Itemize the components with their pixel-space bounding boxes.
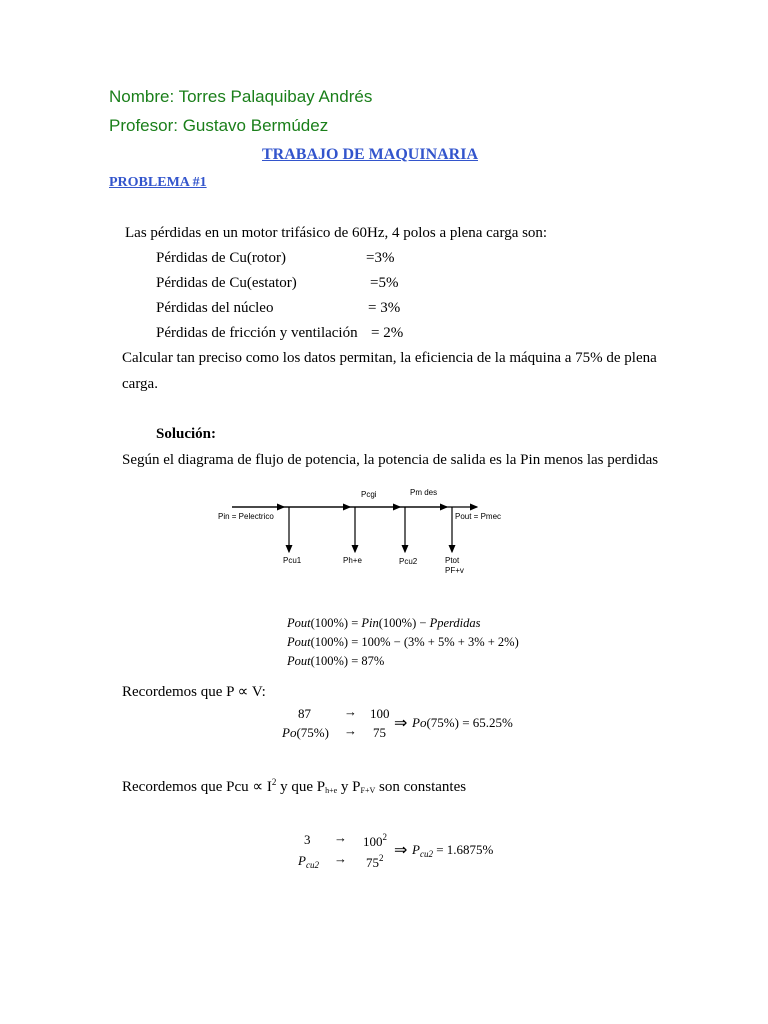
eq-term: Recordemos que Pcu ∝ I — [122, 779, 272, 795]
eq-term: 2 — [379, 853, 384, 863]
eq-term: (100%) = 100% − (3% + 5% + 3% + 2%) — [310, 635, 519, 649]
eq-term: y que P — [276, 779, 326, 795]
ptot-label: Ptot — [445, 556, 460, 565]
student-name: Nombre: Torres Palaquibay Andrés — [109, 87, 373, 106]
eq-term: 2 — [382, 832, 387, 842]
eq-term: (100%) − — [378, 616, 430, 630]
pfv-label: PF+v — [445, 566, 464, 575]
eq-term: Po — [282, 725, 297, 740]
prop2-value — [298, 853, 319, 870]
pin-label: Pin = Pelectrico — [218, 512, 274, 521]
question-line-2: carga. — [122, 376, 158, 392]
loss-value: =3% — [366, 250, 395, 266]
loss-value: =5% — [370, 275, 399, 291]
pmdes-label: Pm des — [410, 488, 438, 497]
prop1-result — [412, 715, 513, 731]
arrow-icon: → — [334, 830, 347, 845]
eq-term: 100 — [363, 834, 383, 849]
phe-label: Ph+e — [343, 556, 362, 565]
implies-icon: ⇒ — [394, 842, 408, 859]
pcu1-label: Pcu1 — [283, 556, 302, 565]
prop1-value: 100 — [370, 706, 390, 721]
eq-term: h+e — [325, 786, 338, 795]
eq-term: (75%) = 65.25% — [426, 715, 513, 730]
equation-2 — [287, 635, 519, 650]
prop2-result — [412, 842, 493, 859]
eq-term: F+V — [360, 786, 376, 795]
prop2-value — [366, 853, 384, 871]
question-line-1: Calcular tan preciso como los datos permitan, la eficiencia de la máquina a 75% de plena — [122, 350, 657, 366]
loss-value: = 2% — [371, 325, 404, 341]
professor-name: Profesor: Gustavo Bermúdez — [109, 116, 329, 135]
arrow-icon: → — [334, 851, 347, 866]
eq-term: (100%) = — [310, 616, 362, 630]
equation-1 — [287, 616, 480, 631]
pcu2-label: Pcu2 — [399, 557, 418, 566]
problem-label: PROBLEMA #1 — [109, 175, 207, 190]
proportion-1-text: Recordemos que P ∝ V: — [122, 684, 266, 700]
eq-term: P — [412, 842, 420, 857]
eq-term: Pperdidas — [429, 616, 481, 630]
eq-term: Pout — [287, 616, 311, 630]
eq-term: P — [298, 853, 306, 868]
eq-term: 75 — [366, 855, 379, 870]
equation-3 — [287, 654, 384, 669]
prop1-value — [282, 725, 329, 741]
arrow-icon: → — [344, 723, 357, 738]
proportion-2-text — [122, 777, 466, 796]
eq-term: Pin — [361, 616, 379, 630]
eq-term: 2 — [271, 777, 277, 787]
loss-value: = 3% — [368, 300, 401, 316]
eq-term: (100%) = 87% — [310, 654, 385, 668]
eq-term: (75%) — [296, 725, 329, 740]
eq-term: Po — [412, 715, 427, 730]
prop2-value: 3 — [304, 832, 311, 847]
eq-term: Pout — [287, 635, 311, 649]
eq-term: cu2 — [305, 860, 319, 870]
eq-term: cu2 — [419, 849, 433, 859]
implies-icon: ⇒ — [394, 715, 408, 732]
prop2-value — [363, 832, 387, 850]
eq-term: y P — [337, 779, 361, 795]
pout-label: Pout = Pmec — [455, 512, 502, 521]
eq-term: Pout — [287, 654, 311, 668]
pcgi-label: Pcgi — [361, 490, 377, 499]
prop1-value: 87 — [298, 706, 311, 721]
eq-term: = 1.6875% — [432, 842, 494, 857]
document-title: TRABAJO DE MAQUINARIA — [262, 146, 479, 163]
loss-label: Pérdidas de Cu(estator) — [156, 275, 297, 291]
problem-intro: Las pérdidas en un motor trifásico de 60Hz, 4 polos a plena carga son: — [125, 225, 548, 241]
loss-label: Pérdidas del núcleo — [156, 300, 274, 316]
prop1-value: 75 — [373, 725, 386, 740]
loss-label: Pérdidas de fricción y ventilación — [156, 325, 358, 341]
arrow-icon: → — [344, 704, 357, 719]
solution-text: Según el diagrama de flujo de potencia, la potencia de salida es la Pin menos las perdidas — [122, 452, 659, 468]
eq-term: son constantes — [375, 779, 467, 795]
solution-label: Solución: — [156, 426, 217, 442]
loss-label: Pérdidas de Cu(rotor) — [156, 250, 286, 266]
